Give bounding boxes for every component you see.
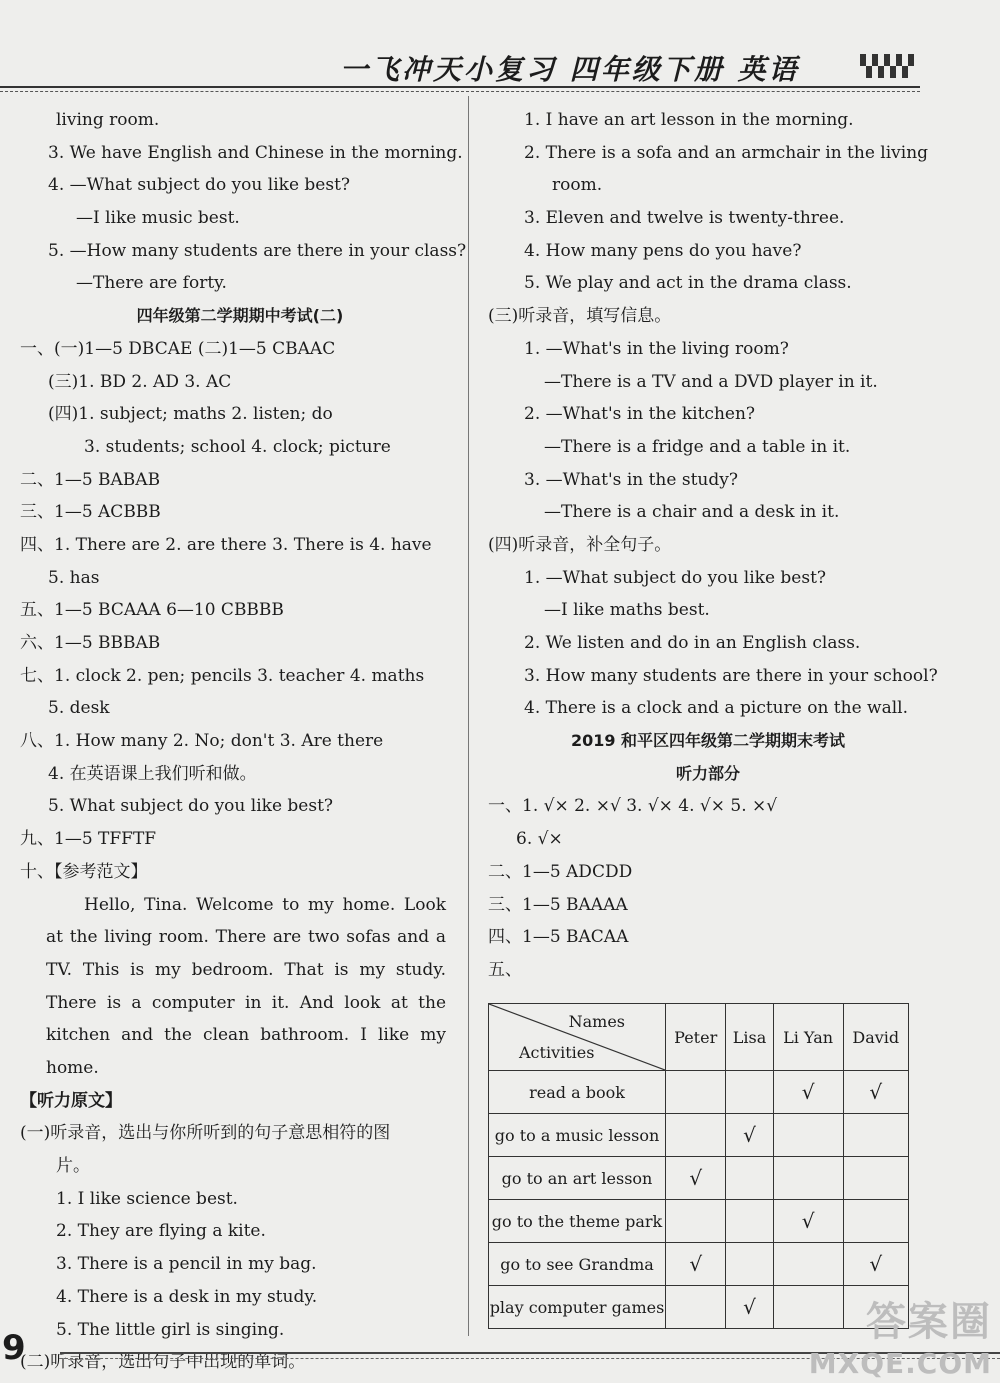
names-label: Names <box>568 1012 625 1031</box>
right-column <box>488 104 938 987</box>
header-decoration <box>860 54 914 82</box>
text-line: —There is a chair and a desk in it. <box>544 502 840 523</box>
text-line: 4. There is a clock and a picture on the wall. <box>524 698 909 719</box>
listening-script-lines <box>20 1085 460 1379</box>
name-header: Li Yan <box>773 1004 843 1071</box>
text-line: 3. —What's in the study? <box>524 469 738 490</box>
text-line: 三、1—5 BAAAA <box>488 894 628 915</box>
activities-label: Activities <box>519 1043 595 1062</box>
activity-cell: go to see Grandma <box>489 1243 666 1286</box>
text-line: (四)1. subject; maths 2. listen; do <box>48 404 333 425</box>
survey-row <box>489 1071 909 1114</box>
text-line: 1. I like science best. <box>56 1188 238 1209</box>
text-line: 五、1—5 BCAAA 6—10 CBBBB <box>20 600 284 621</box>
text-line: 二、1—5 BABAB <box>20 469 161 490</box>
watermark-cn: 答案圈 <box>866 1299 992 1345</box>
text-line: 四、1—5 BACAA <box>488 927 629 948</box>
text-line: 2. —What's in the kitchen? <box>524 404 756 425</box>
text-line: 1. —What subject do you like best? <box>524 567 827 588</box>
check-cell: √ <box>843 1071 908 1114</box>
text-line: living room. <box>56 110 160 130</box>
check-cell <box>773 1243 843 1286</box>
text-line: 二、1—5 ADCDD <box>488 861 633 882</box>
text-line: 听力部分 <box>675 763 740 783</box>
text-line: 九、1—5 TFFTF <box>20 829 157 850</box>
text-line: —There are forty. <box>76 273 227 294</box>
text-line: (一)听录音，选出与你所听到的句子意思相符的图 <box>20 1123 391 1144</box>
check-cell <box>726 1071 773 1114</box>
check-cell: √ <box>773 1200 843 1243</box>
activity-cell: go to the theme park <box>489 1200 666 1243</box>
text-line: 十、【参考范文】 <box>20 861 148 882</box>
survey-row <box>489 1243 909 1286</box>
text-line: 5. has <box>48 567 100 588</box>
name-header: Peter <box>666 1004 726 1071</box>
text-line: 5. We play and act in the drama class. <box>524 273 852 294</box>
header-title: 一飞冲天小复习 四年级下册 英语 <box>340 53 800 86</box>
text-line: 2019 和平区四年级第二学期期末考试 <box>570 731 846 751</box>
text-line: 1. —What's in the living room? <box>524 338 789 359</box>
name-header: Lisa <box>726 1004 773 1071</box>
text-line: 5. What subject do you like best? <box>48 796 334 817</box>
check-cell: √ <box>773 1071 843 1114</box>
survey-row <box>489 1157 909 1200</box>
name-header: David <box>843 1004 908 1071</box>
check-cell: √ <box>666 1243 726 1286</box>
check-cell: √ <box>726 1286 773 1329</box>
text-line: 4. —What subject do you like best? <box>48 175 351 196</box>
text-line: 3. Eleven and twelve is twenty-three. <box>524 208 845 229</box>
text-line: 一、(一)1—5 DBCAE (二)1—5 CBAAC <box>20 338 336 359</box>
survey-row <box>489 1114 909 1157</box>
header-rule-dashed <box>0 91 920 92</box>
text-line: —I like music best. <box>76 208 240 229</box>
text-line: room. <box>552 175 603 196</box>
text-line: 4. How many pens do you have? <box>524 240 802 261</box>
text-line: 3. We have English and Chinese in the morning. <box>48 142 463 163</box>
check-cell <box>666 1200 726 1243</box>
text-line: (二)听录音，选出句子中出现的单词。 <box>20 1352 306 1373</box>
text-line: 五、 <box>488 959 522 980</box>
text-line: 片。 <box>56 1156 90 1177</box>
check-cell <box>726 1200 773 1243</box>
survey-header-row <box>489 1004 909 1071</box>
text-line: 六、1—5 BBBAB <box>20 633 161 653</box>
diagonal-header-cell <box>489 1004 666 1071</box>
text-line: 3. students; school 4. clock; picture <box>84 436 391 457</box>
activity-cell: read a book <box>489 1071 666 1114</box>
column-divider <box>468 96 469 1336</box>
text-line: 3. There is a pencil in my bag. <box>56 1254 317 1275</box>
text-line: —There is a TV and a DVD player in it. <box>544 371 878 392</box>
check-cell: √ <box>726 1114 773 1157</box>
left-column <box>20 104 467 1379</box>
text-line: 5. The little girl is singing. <box>56 1319 285 1340</box>
check-cell <box>726 1157 773 1200</box>
check-cell <box>666 1114 726 1157</box>
text-line: 5. —How many students are there in your class? <box>48 240 467 261</box>
page-number: 9 <box>2 1328 26 1368</box>
text-line: 四年级第二学期期中考试(二) <box>136 306 344 326</box>
check-cell <box>666 1286 726 1329</box>
check-cell <box>666 1071 726 1114</box>
activity-cell: play computer games <box>489 1286 666 1329</box>
essay-paragraph: Hello, Tina. Welcome to my home. Look at the living room. There are two sofas and a TV. This is my bedroom. That is my study. There is a computer in it. And look at the kitchen and the clean bathroom. I like my home. <box>46 894 446 1079</box>
text-line: 七、1. clock 2. pen; pencils 3. teacher 4. maths <box>20 665 425 686</box>
check-cell <box>843 1114 908 1157</box>
text-line: 2. They are flying a kite. <box>56 1221 266 1242</box>
text-line: 【听力原文】 <box>20 1090 122 1111</box>
survey-table <box>488 1003 909 1329</box>
text-line: 6. √× <box>516 829 563 850</box>
text-line: 四、1. There are 2. are there 3. There is 4. have <box>20 534 432 555</box>
text-line: 2. We listen and do in an English class. <box>524 633 861 653</box>
text-line: 一、1. √× 2. ×√ 3. √× 4. √× 5. ×√ <box>488 796 778 817</box>
text-line: —I like maths best. <box>544 600 710 621</box>
activity-cell: go to an art lesson <box>489 1157 666 1200</box>
check-cell <box>843 1200 908 1243</box>
text-line: (三)听录音，填写信息。 <box>488 306 672 327</box>
left-lines <box>20 104 467 889</box>
check-cell <box>773 1114 843 1157</box>
text-line: 4. There is a desk in my study. <box>56 1286 318 1307</box>
text-line: (四)听录音，补全句子。 <box>488 534 672 555</box>
check-cell: √ <box>666 1157 726 1200</box>
check-cell: √ <box>843 1243 908 1286</box>
text-line: (三)1. BD 2. AD 3. AC <box>48 371 232 392</box>
header-rule <box>0 86 920 88</box>
watermark <box>809 1290 992 1380</box>
text-line: 三、1—5 ACBBB <box>20 502 161 523</box>
watermark-url: MXQE.COM <box>808 1347 992 1380</box>
check-cell <box>773 1157 843 1200</box>
activity-cell: go to a music lesson <box>489 1114 666 1157</box>
check-cell <box>726 1243 773 1286</box>
text-line: 2. There is a sofa and an armchair in the living <box>524 142 929 163</box>
text-line: 1. I have an art lesson in the morning. <box>524 110 854 130</box>
right-lines <box>488 104 938 987</box>
text-line: 4. 在英语课上我们听和做。 <box>48 763 257 784</box>
text-line: 八、1. How many 2. No; don't 3. Are there <box>20 731 384 752</box>
check-cell <box>843 1157 908 1200</box>
text-line: 5. desk <box>48 698 110 719</box>
survey-row <box>489 1200 909 1243</box>
text-line: 3. How many students are there in your school? <box>524 665 938 686</box>
text-line: —There is a fridge and a table in it. <box>544 436 851 457</box>
